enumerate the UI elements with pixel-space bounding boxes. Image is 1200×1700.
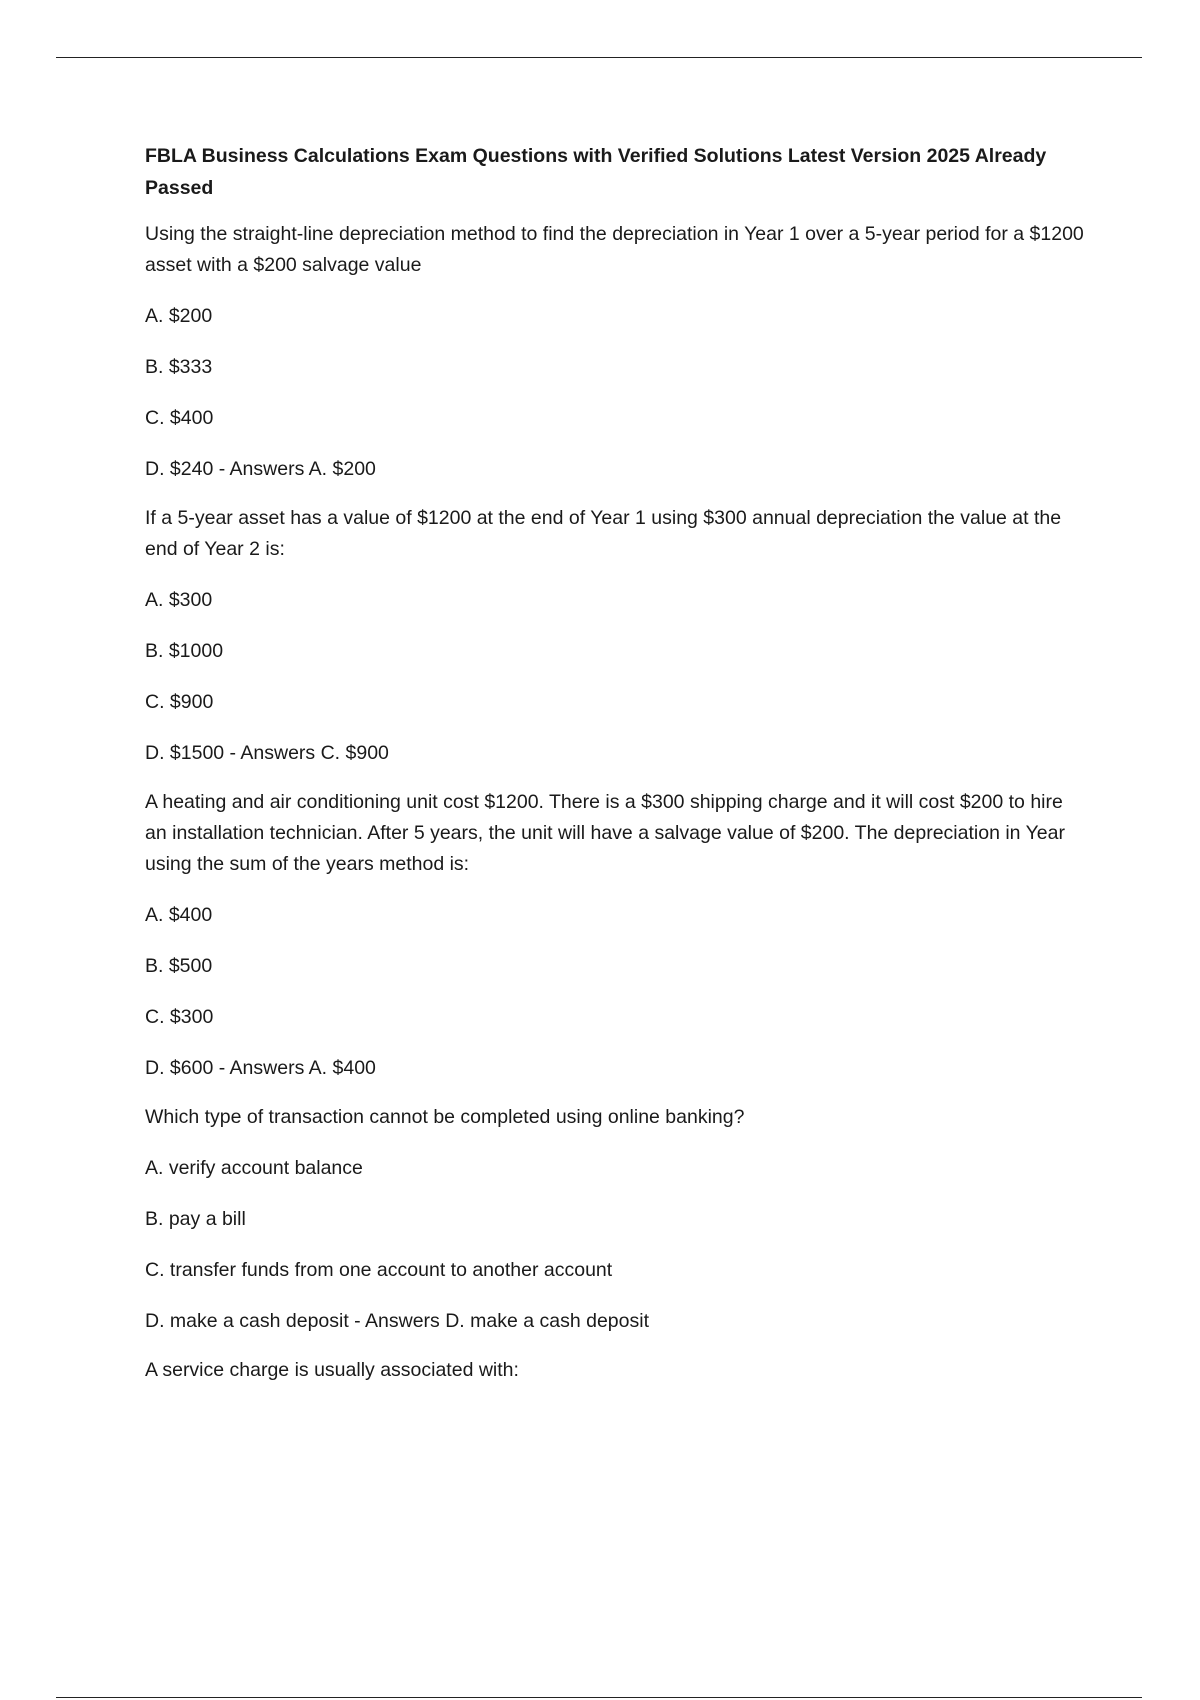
document-title: FBLA Business Calculations Exam Questions with Verified Solutions Latest Version 2025 Already Passed — [145, 145, 1047, 199]
answer-option: A. $200 — [145, 305, 213, 327]
answer-option-with-solution: D. make a cash deposit - Answers D. make a cash deposit — [145, 1310, 649, 1332]
header-rule — [56, 57, 1142, 58]
footer-rule — [56, 1697, 1142, 1698]
answer-option-with-solution: D. $240 - Answers A. $200 — [145, 458, 376, 480]
question-block — [145, 503, 1085, 767]
answer-option: A. verify account balance — [145, 1157, 363, 1179]
answer-option: C. $400 — [145, 407, 214, 429]
answer-option-with-solution: D. $600 - Answers A. $400 — [145, 1057, 376, 1079]
answer-option: B. $1000 — [145, 640, 224, 662]
answer-option: C. $300 — [145, 1006, 214, 1028]
answer-option: B. pay a bill — [145, 1208, 246, 1230]
answer-option: B. $500 — [145, 955, 213, 977]
question-text: If a 5-year asset has a value of $1200 at the end of Year 1 using $300 annual depreciation the value at the end of Year 2 is: — [145, 507, 1062, 560]
answer-option: A. $400 — [145, 904, 213, 926]
answer-option: C. $900 — [145, 691, 214, 713]
question-block — [145, 1355, 1085, 1386]
answer-option: A. $300 — [145, 589, 213, 611]
answer-option: B. $333 — [145, 356, 213, 378]
question-text: Which type of transaction cannot be completed using online banking? — [145, 1106, 745, 1128]
answer-option-with-solution: D. $1500 - Answers C. $900 — [145, 742, 389, 764]
question-text: A heating and air conditioning unit cost $1200. There is a $300 shipping charge and it will cost $200 to hire an installation technician. After 5 years, the unit will have a salvage value of $200. The depreciation in Year using the sum of the years method is: — [145, 791, 1065, 875]
answer-option: C. transfer funds from one account to another account — [145, 1259, 613, 1281]
question-block — [145, 219, 1085, 483]
document-body — [145, 140, 1085, 1407]
question-text: Using the straight-line depreciation method to find the depreciation in Year 1 over a 5-year period for a $1200 asset with a $200 salvage value — [145, 223, 1084, 276]
question-block — [145, 1102, 1085, 1335]
question-text: A service charge is usually associated with: — [145, 1359, 519, 1381]
question-block — [145, 787, 1085, 1082]
